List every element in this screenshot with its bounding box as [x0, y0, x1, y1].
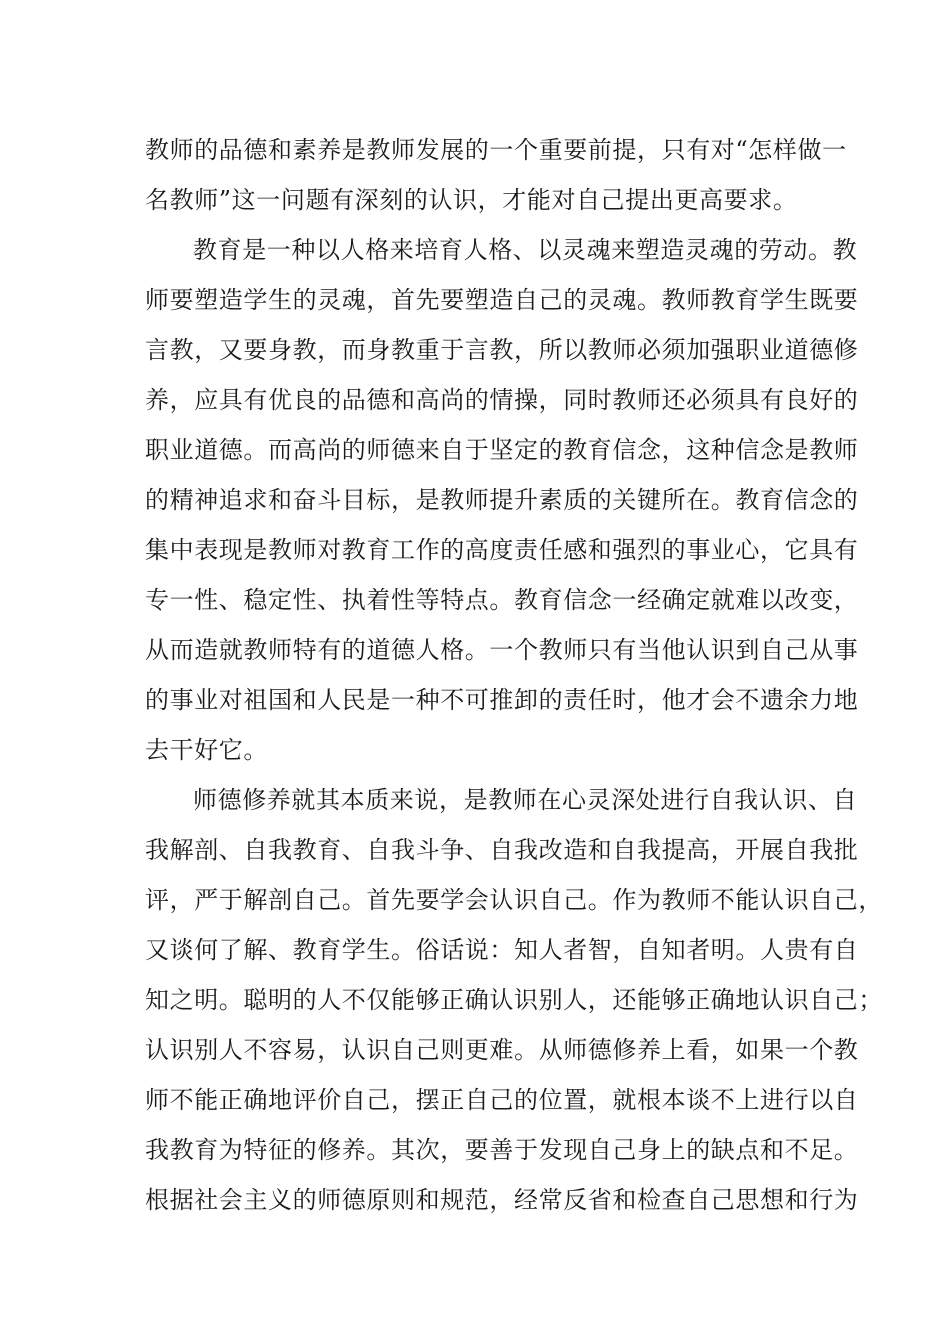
text-line: 评，严于解剖自己。首先要学会认识自己。作为教师不能认识自己，: [145, 886, 883, 914]
text-line: 专一性、稳定性、执着性等特点。教育信念一经确定就难以改变，: [145, 586, 859, 614]
text-line: 又谈何了解、教育学生。俗话说：知人者智，自知者明。人贵有自: [145, 936, 859, 964]
text-line: 知之明。聪明的人不仅能够正确认识别人，还能够正确地认识自己；: [145, 986, 883, 1014]
text-line: 集中表现是教师对教育工作的高度责任感和强烈的事业心，它具有: [145, 536, 859, 564]
text-line: 养，应具有优良的品德和高尚的情操，同时教师还必须具有良好的: [145, 386, 859, 414]
text-line: 认识别人不容易，认识自己则更难。从师德修养上看，如果一个教: [145, 1036, 859, 1064]
text-line: 师要塑造学生的灵魂，首先要塑造自己的灵魂。教师教育学生既要: [145, 286, 859, 314]
text-line: 根据社会主义的师德原则和规范，经常反省和检查自己思想和行为: [145, 1186, 859, 1214]
text-line: 师不能正确地评价自己，摆正自己的位置，就根本谈不上进行以自: [145, 1086, 859, 1114]
text-line: 教师的品德和素养是教师发展的一个重要前提，只有对“怎样做一: [145, 136, 847, 164]
text-line: 的事业对祖国和人民是一种不可推卸的责任时，他才会不遗余力地: [145, 686, 859, 714]
text-line: 我教育为特征的修养。其次，要善于发现自己身上的缺点和不足。: [145, 1136, 859, 1164]
text-line: 从而造就教师特有的道德人格。一个教师只有当他认识到自己从事: [145, 636, 859, 664]
text-line: 职业道德。而高尚的师德来自于坚定的教育信念，这种信念是教师: [145, 436, 859, 464]
text-line: 去干好它。: [145, 736, 268, 764]
text-line: 的精神追求和奋斗目标，是教师提升素质的关键所在。教育信念的: [145, 486, 859, 514]
paragraph-first-line: 师德修养就其本质来说，是教师在心灵深处进行自我认识、自: [193, 786, 858, 814]
text-line: 言教，又要身教，而身教重于言教，所以教师必须加强职业道德修: [145, 336, 859, 364]
paragraph-first-line: 教育是一种以人格来培育人格、以灵魂来塑造灵魂的劳动。教: [193, 236, 858, 264]
text-line: 我解剖、自我教育、自我斗争、自我改造和自我提高，开展自我批: [145, 836, 859, 864]
text-line: 名教师”这一问题有深刻的认识，才能对自己提出更高要求。: [145, 186, 798, 214]
